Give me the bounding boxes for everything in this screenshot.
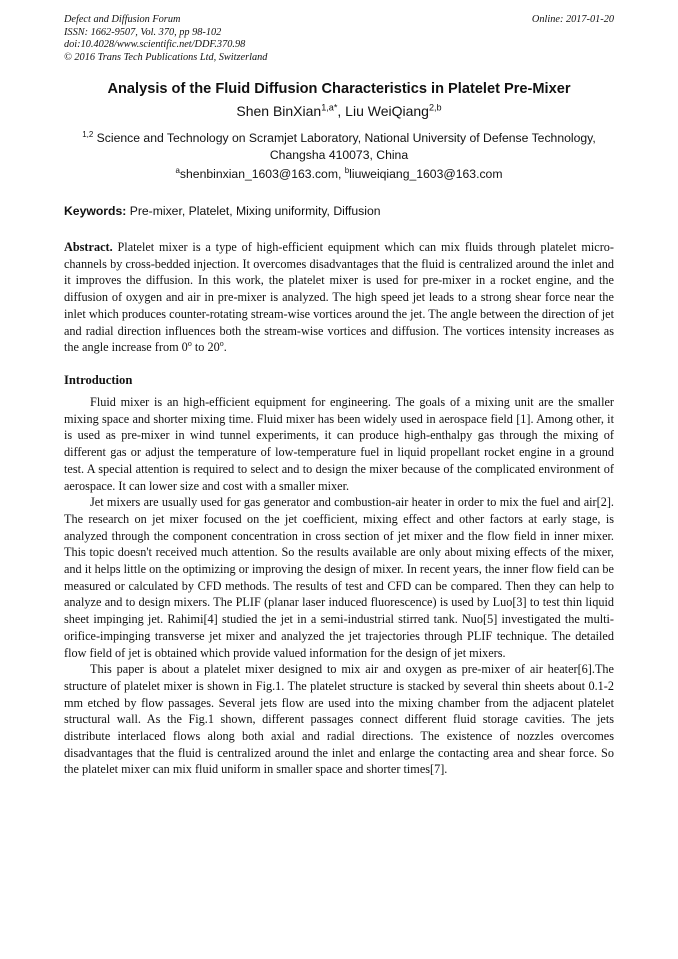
affiliation-text: Science and Technology on Scramjet Laboratory, National University of Defense Technology, Changsha 410073, China [93,131,596,162]
degree-mark-2: o [219,339,224,349]
abstract-text-b: to 20 [191,340,220,355]
abstract-text-c: . [223,340,227,355]
journal-issn: ISSN: 1662-9507, Vol. 370, pp 98-102 [64,26,222,38]
author-1-marks: 1,a* [321,102,338,113]
abstract-label: Abstract. [64,240,113,254]
author-separator: , [337,103,346,119]
email-1: shenbinxian_1603@163.com, [179,167,345,181]
keywords-text: Pre-mixer, Platelet, Mixing uniformity, Diffusion [126,204,381,218]
keywords [64,204,381,218]
author-2: Liu WeiQiang [345,103,429,119]
paper-title: Analysis of the Fluid Diffusion Characteristics in Platelet Pre-Mixer [107,81,571,97]
keywords-label: Keywords: [64,204,127,218]
email-1-mark: a [175,165,180,175]
intro-paragraph-1: Fluid mixer is an high-efficient equipment for engineering. The goals of a mixing unit are the smaller mixing space and shorter mixing time. Fluid mixer has been widely used in aerospace field [1]. Among other, it is used as pre-mixer in wind tunnel experiments, it can produce high-enthalpy gas through the mixing of different gas or adjust the temperature of low-temperature fuel in liquid propellant rocket engine in a ground test. A special attention is required to select and to design the mixer because of the complicated environment of aerospace. It can lower size and cost with a smaller mixer. [64,395,614,493]
journal-copyright: © 2016 Trans Tech Publications Ltd, Switzerland [64,51,268,63]
affiliation [60,130,618,164]
abstract [64,239,614,356]
author-line [0,103,678,119]
email-2-mark: b [344,165,350,175]
online-date: Online: 2017-01-20 [531,14,614,25]
degree-mark-1: o [187,339,192,349]
section-heading-introduction: Introduction [64,373,133,387]
intro-paragraph-3: This paper is about a platelet mixer designed to mix air and oxygen as pre-mixer of air heater[6].The structure of platelet mixer is shown in Fig.1. The platelet structure is stacked by several thin sheets about 0.1-2 mm etched by flow passages. Several jets flow are used into the mixing chamber from the adjacent platelet structural wall. As the Fig.1 shown, different passages connect different fluid storage cavities. The jets distribute interlaced flows along both axial and radial directions. The existence of nozzles overcomes disadvantages that the fluid is centralized around the inlet and enlarge the contacting area and shear force. So the platelet mixer can mix fluid uniform in smaller space and shorter times[7]. [64,662,614,777]
intro-paragraph-2: Jet mixers are usually used for gas generator and combustion-air heater in order to mix the fuel and air[2]. The research on jet mixer focused on the jet coefficient, mixing effect and other factors at early stage, is analyzed through the component concentration in cross section of jet mixer and the flow field in inner mixer. This topic doesn't received much attention. So the results available are only about mixing effects of the mixer, and it helps little on the optimizing or improving the design of mixer. In recent years, the inner flow field can be measured or calculated by CFD methods. The results of test and CFD can be compared. Then they can help to analyze and to design mixers. The PLIF (planar laser induced fluorescence) is used by Luo[3] to test thin liquid sheet impinging jet. Rahimi[4] studied the jet in a semi-industrial stirred tank. Nuo[5] investigated the multi-orifice-impinging transverse jet mixer and analyzed the jet trajectories through PLIF technique. The detailed flow field of jet is obtained which provide valued information for the design of jet mixers. [64,495,614,660]
email-2: liuweiqiang_1603@163.com [349,167,503,181]
introduction-body [64,394,614,778]
journal-name: Defect and Diffusion Forum [64,14,181,25]
abstract-text-a: Platelet mixer is a type of high-efficient equipment which can mix fluids through platelet micro-channels by cross-bedded injection. It overcomes disadvantages that the fluid is centralized around the inlet and it improves the diffusion. In this work, the platelet mixer is used for pre-mixer in a rocket engine, and the diffusion of oxygen and air in pre-mixer is analyzed. The high speed jet leads to a strong shear force near the inlet which produces counter-rotating stream-wise vortices around the jet. The angle between the direction of jet and radial direction influences both the stream-wise vortices and diffusion. The vortices intensity increases as the angle increase from 0 [64,240,614,355]
author-2-marks: 2,b [428,102,442,113]
author-emails [0,167,678,181]
author-1: Shen BinXian [236,103,322,119]
journal-header [64,14,267,64]
affiliation-marks: 1,2 [82,129,94,139]
journal-doi: doi:10.4028/www.scientific.net/DDF.370.98 [64,39,246,51]
